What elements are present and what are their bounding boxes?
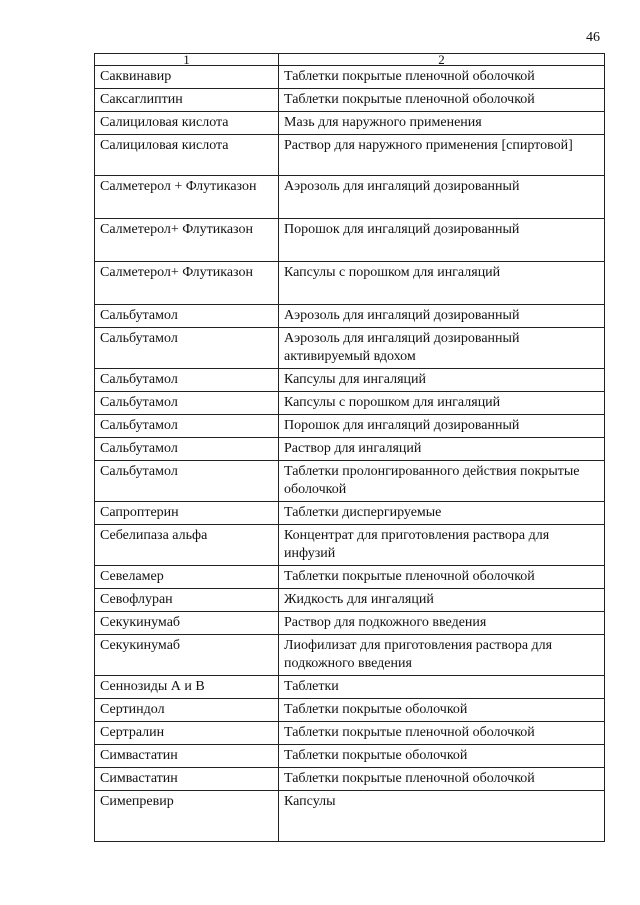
- dosage-form-cell: Лиофилизат для приготовления раствора для подкожного введения: [279, 635, 605, 676]
- drug-name-cell: Сертиндол: [95, 699, 279, 722]
- dosage-form-cell: Концентрат для приготовления раствора для инфузий: [279, 525, 605, 566]
- table-row: [95, 392, 605, 415]
- drug-name-cell: Саксаглиптин: [95, 89, 279, 112]
- table-row: [95, 262, 605, 305]
- drug-name-cell: Салметерол+ Флутиказон: [95, 219, 279, 262]
- dosage-form-cell: Раствор для подкожного введения: [279, 612, 605, 635]
- dosage-form-cell: Раствор для ингаляций: [279, 438, 605, 461]
- drug-name-cell: Симвастатин: [95, 768, 279, 791]
- drug-name-cell: Севофлуран: [95, 589, 279, 612]
- drug-name-cell: Саквинавир: [95, 66, 279, 89]
- dosage-form-cell: Капсулы для ингаляций: [279, 369, 605, 392]
- table-body: [95, 66, 605, 842]
- table-row: [95, 305, 605, 328]
- dosage-form-cell: Порошок для ингаляций дозированный: [279, 219, 605, 262]
- dosage-form-cell: Аэрозоль для ингаляций дозированный активируемый вдохом: [279, 328, 605, 369]
- dosage-form-cell: Таблетки покрытые пленочной оболочкой: [279, 768, 605, 791]
- drug-name-cell: Сальбутамол: [95, 415, 279, 438]
- drug-name-cell: Сальбутамол: [95, 328, 279, 369]
- table-row: [95, 635, 605, 676]
- header-row: [95, 54, 605, 66]
- drug-name-cell: Сальбутамол: [95, 438, 279, 461]
- table-row: [95, 566, 605, 589]
- table-row: [95, 722, 605, 745]
- drug-name-cell: Сальбутамол: [95, 461, 279, 502]
- drug-name-cell: Салициловая кислота: [95, 112, 279, 135]
- dosage-form-cell: Таблетки покрытые оболочкой: [279, 745, 605, 768]
- table-row: [95, 745, 605, 768]
- dosage-form-cell: Таблетки пролонгированного действия покрытые оболочкой: [279, 461, 605, 502]
- table-row: [95, 328, 605, 369]
- table-row: [95, 589, 605, 612]
- dosage-form-cell: Аэрозоль для ингаляций дозированный: [279, 305, 605, 328]
- drug-name-cell: Сальбутамол: [95, 392, 279, 415]
- table-row: [95, 461, 605, 502]
- drug-name-cell: Салметерол + Флутиказон: [95, 176, 279, 219]
- table-row: [95, 699, 605, 722]
- drug-name-cell: Сальбутамол: [95, 305, 279, 328]
- table-row: [95, 219, 605, 262]
- table-row: [95, 768, 605, 791]
- dosage-form-cell: Порошок для ингаляций дозированный: [279, 415, 605, 438]
- drug-table: [94, 53, 605, 842]
- table-row: [95, 415, 605, 438]
- dosage-form-cell: Жидкость для ингаляций: [279, 589, 605, 612]
- column-header-1: 1: [95, 54, 279, 66]
- drug-name-cell: Сапроптерин: [95, 502, 279, 525]
- dosage-form-cell: Таблетки: [279, 676, 605, 699]
- table-row: [95, 791, 605, 842]
- dosage-form-cell: Таблетки покрытые оболочкой: [279, 699, 605, 722]
- drug-name-cell: Секукинумаб: [95, 635, 279, 676]
- dosage-form-cell: Аэрозоль для ингаляций дозированный: [279, 176, 605, 219]
- dosage-form-cell: Капсулы с порошком для ингаляций: [279, 262, 605, 305]
- drug-name-cell: Секукинумаб: [95, 612, 279, 635]
- dosage-form-cell: Капсулы: [279, 791, 605, 842]
- dosage-form-cell: Таблетки покрытые пленочной оболочкой: [279, 89, 605, 112]
- dosage-form-cell: Мазь для наружного применения: [279, 112, 605, 135]
- drug-name-cell: Салметерол+ Флутиказон: [95, 262, 279, 305]
- table-row: [95, 676, 605, 699]
- column-header-2: 2: [279, 54, 605, 66]
- dosage-form-cell: Таблетки покрытые пленочной оболочкой: [279, 566, 605, 589]
- drug-name-cell: Себелипаза альфа: [95, 525, 279, 566]
- dosage-form-cell: Таблетки диспергируемые: [279, 502, 605, 525]
- drug-name-cell: Севеламер: [95, 566, 279, 589]
- table-row: [95, 112, 605, 135]
- table-row: [95, 89, 605, 112]
- dosage-form-cell: Таблетки покрытые пленочной оболочкой: [279, 66, 605, 89]
- drug-name-cell: Сертралин: [95, 722, 279, 745]
- table-row: [95, 612, 605, 635]
- dosage-form-cell: Раствор для наружного применения [спиртовой]: [279, 135, 605, 176]
- table-row: [95, 502, 605, 525]
- drug-name-cell: Симвастатин: [95, 745, 279, 768]
- table-row: [95, 135, 605, 176]
- dosage-form-cell: Капсулы с порошком для ингаляций: [279, 392, 605, 415]
- dosage-form-cell: Таблетки покрытые пленочной оболочкой: [279, 722, 605, 745]
- table-row: [95, 525, 605, 566]
- table-row: [95, 176, 605, 219]
- drug-name-cell: Сальбутамол: [95, 369, 279, 392]
- drug-name-cell: Сеннозиды А и В: [95, 676, 279, 699]
- drug-name-cell: Салициловая кислота: [95, 135, 279, 176]
- table-row: [95, 369, 605, 392]
- page-number: 46: [586, 30, 600, 45]
- table-row: [95, 66, 605, 89]
- drug-name-cell: Симепревир: [95, 791, 279, 842]
- table-row: [95, 438, 605, 461]
